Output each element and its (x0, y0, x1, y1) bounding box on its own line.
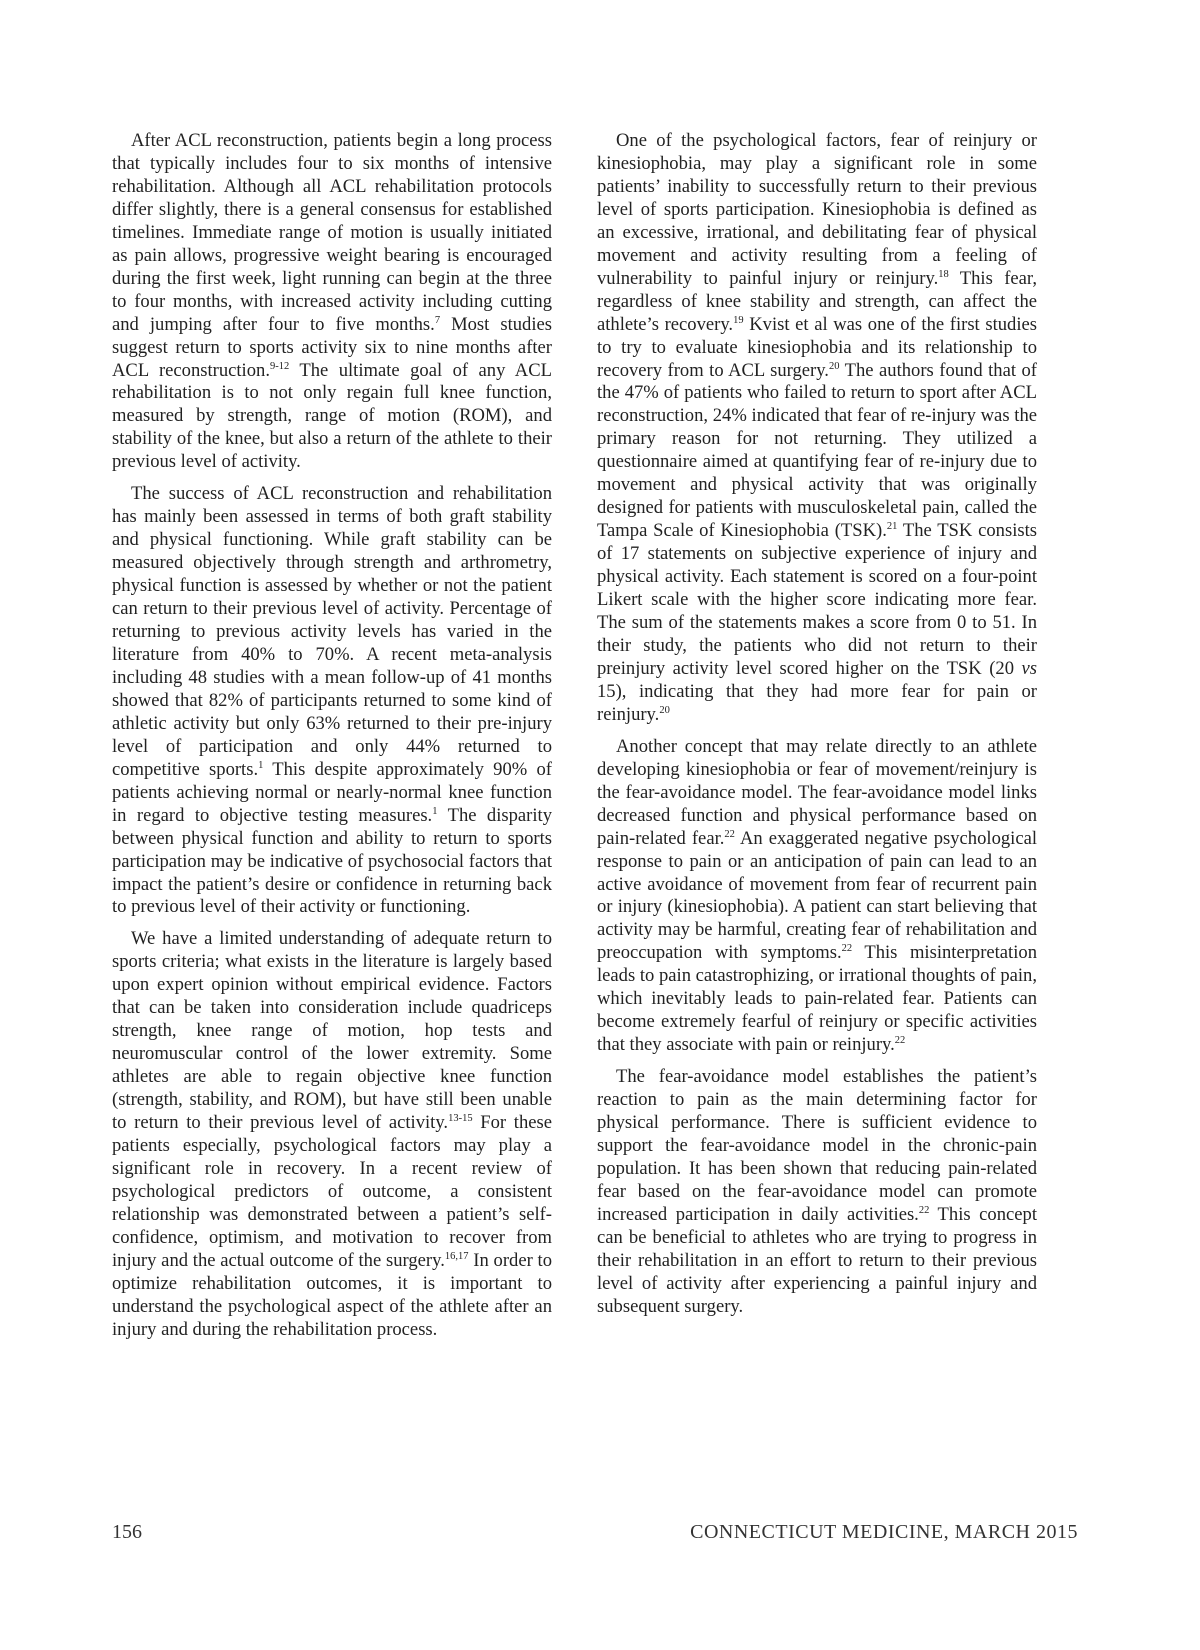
paragraph-text: Kvist et al was one of the first studies to try to evaluate kinesiophobia and its relationship to recovery from to ACL surgery. (597, 313, 1038, 381)
citation-superscript: 21 (886, 521, 898, 533)
paragraph-text: The fear-avoidance model establishes the patient’s reaction to pain as the main determining factor for physical performance. There is sufficient evidence to support the fear-avoidance model in the chronic-pain population. It has been shown that reducing pain-related fear based on the fear-avoidance model can promote increased participation in daily activities. (597, 1066, 1037, 1225)
paragraph-text: This despite approximately 90% of patients achieving normal or nearly-normal knee function in regard to objective testing measures. (112, 758, 552, 826)
citation-superscript: 22 (841, 943, 853, 955)
citation-superscript: 22 (724, 828, 735, 840)
paragraph-text: The success of ACL reconstruction and rehabilitation has mainly been assessed in terms of both graft stability and physical functioning. While graft stability can be measured objectively through strength and arthrometry, physical function is assessed by whether or not the patient can return to their previous level of activity. Percentage of returning to previous activity levels has varied in the literature from 40% to 70%. A recent meta-analysis including 48 studies with a mean follow-up of 41 months showed that 82% of participants returned to some kind of athletic activity but only 63% returned to their pre-injury level of participation and only 44% returned to competitive sports. (112, 483, 552, 780)
paragraph-text: The disparity between physical function and ability to return to sports participation may be indicative of psychosocial factors that impact the patient’s desire or confidence in returning back to previous level of their activity or functioning. (112, 804, 553, 918)
paragraph-text: The TSK consists of 17 statements on subjective experience of injury and physical activity. Each statement is scored on a four-point Likert scale with the higher score indicating more fear. The sum of the statements makes a score from 0 to 51. In their study, the patients who did not return to their preinjury activity level scored higher on the TSK (20 (597, 520, 1038, 679)
citation-superscript: 1 (258, 759, 264, 771)
citation-superscript: 16,17 (444, 1250, 469, 1262)
paragraph (112, 928, 552, 1341)
citation-superscript: 22 (894, 1035, 906, 1047)
paragraph (597, 736, 1037, 1057)
paragraph-text: One of the psychological factors, fear of reinjury or kinesiophobia, may play a significant role in some patients’ inability to successfully return to their previous level of sports participation. Kinesiophobia is defined as an excessive, irrational, and debilitating fear of physical movement and activity resulting from a feeling of vulnerability to painful injury or reinjury. (597, 130, 1037, 289)
paragraph-text: In order to optimize rehabilitation outcomes, it is important to understand the psychological aspect of the athlete after an injury and during the rehabilitation process. (112, 1249, 552, 1340)
paragraph-text: The authors found that of the 47% of patients who failed to return to sport after ACL reconstruction, 24% indicated that fear of re-injury was the primary reason for not returning. They utilized a questionnaire aimed at quantifying fear of re-injury due to movement and physical activity that was originally designed for patients with musculoskeletal pain, called the Tampa Scale of Kinesiophobia (TSK). (597, 359, 1037, 542)
paragraph-text: 15), indicating that they had more fear for pain or reinjury. (597, 680, 1037, 725)
citation-superscript: 13-15 (448, 1113, 473, 1125)
paragraph-text: The ultimate goal of any ACL rehabilitation is to not only regain full knee function, measured by strength, range of motion (ROM), and stability of the knee, but also a return of the athlete to their previous level of activity. (112, 359, 552, 473)
paragraph (597, 130, 1037, 727)
paragraph-text: After ACL reconstruction, patients begin a long process that typically includes four to six months of intensive rehabilitation. Although all ACL rehabilitation protocols differ slightly, there is a general consensus for established timelines. Immediate range of motion is usually initiated as pain allows, progressive weight bearing is encouraged during the first week, light running can begin at the three to four months, with increased activity including cutting and jumping after four to five months. (112, 130, 552, 335)
paragraph (112, 483, 552, 919)
paragraph-text: We have a limited understanding of adequate return to sports criteria; what exists in the literature is largely based upon expert opinion without empirical evidence. Factors that can be taken into consideration include quadriceps strength, knee range of motion, hop tests and neuromuscular control of the lower extremity. Some athletes are able to regain objective knee function (strength, stability, and ROM), but have still been unable to return to their previous level of activity. (112, 928, 552, 1134)
paragraph (112, 130, 552, 474)
paragraph-text: Most studies suggest return to sports activity six to nine months after ACL reconstruction. (112, 313, 552, 381)
citation-superscript: 20 (828, 360, 840, 372)
journal-citation: CONNECTICUT MEDICINE, MARCH 2015 (690, 1521, 1078, 1543)
emphasis-text: vs (1021, 657, 1037, 679)
paragraph-text: This concept can be beneficial to athletes who are trying to progress in their rehabilitation in an effort to return to their previous level of activity after experiencing a painful injury and subsequent surgery. (597, 1203, 1037, 1317)
citation-superscript: 19 (733, 314, 744, 326)
paragraph (597, 1066, 1037, 1318)
paragraph-text: An exaggerated negative psychological response to pain or an anticipation of pain can lead to an active avoidance of movement from fear of recurrent pain or injury (kinesiophobia). A patient can start believing that activity may be harmful, creating fear of rehabilitation and preoccupation with symptoms. (597, 827, 1037, 964)
paragraph-text: Another concept that may relate directly to an athlete developing kinesiophobia or fear of movement/reinjury is the fear-avoidance model. The fear-avoidance model links decreased function and physical performance based on pain-related fear. (597, 735, 1037, 849)
citation-superscript: 20 (659, 704, 670, 716)
paragraph-text: For these patients especially, psychological factors may play a significant role in recovery. In a recent review of psychological predictors of outcome, a consistent relationship was demonstrated between a patient’s self-confidence, optimism, and motivation to recover from injury and the actual outcome of the surgery. (112, 1112, 552, 1271)
article-column-left (112, 130, 552, 1351)
page-number: 156 (112, 1521, 142, 1543)
citation-superscript: 22 (918, 1204, 930, 1216)
article-column-right (597, 130, 1037, 1328)
citation-superscript: 7 (434, 314, 441, 326)
paragraph-text: This misinterpretation leads to pain catastrophizing, or irrational thoughts of pain, which inevitably leads to pain-related fear. Patients can become extremely fearful of reinjury or specific activities that they associate with pain or reinjury. (597, 942, 1037, 1056)
citation-superscript: 18 (938, 268, 949, 280)
citation-superscript: 1 (432, 805, 438, 817)
citation-superscript: 9-12 (269, 360, 290, 372)
paragraph-text: This fear, regardless of knee stability and strength, can affect the athlete’s recovery. (597, 267, 1038, 335)
